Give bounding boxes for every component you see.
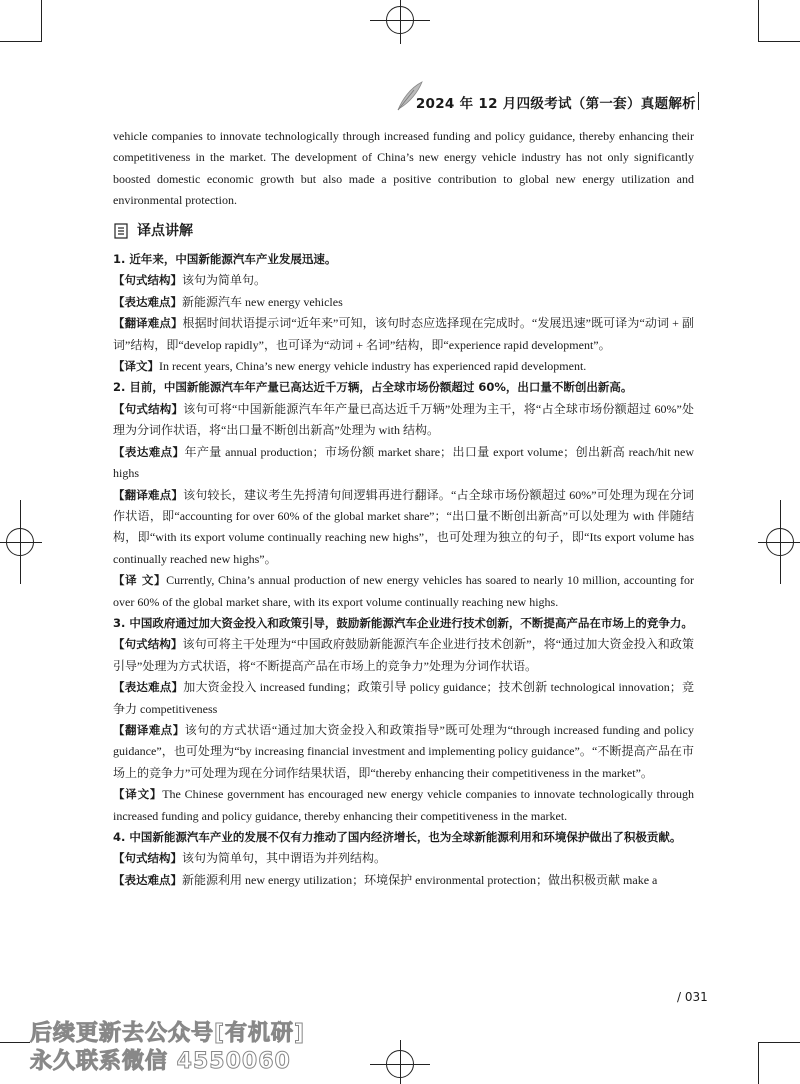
question-1: 1. 近年来，中国新能源汽车产业发展迅速。 <box>113 252 337 267</box>
row-text: 新能源利用 new energy utilization；环境保护 environmental protection；做出积极贡献 make a <box>182 872 658 887</box>
intro-paragraph: vehicle companies to innovate technologically through increased funding and policy guidance, thereby enhancing their competitiveness in the market. The development of China’s new energy vehicle industry has not only significantly boosted domestic economic growth but also made a positive contribution to global new energy utilization and environmental protection. <box>113 129 694 208</box>
item-1-row <box>113 356 694 377</box>
question-3: 3. 中国政府通过加大资金投入和政策引导，鼓励新能源汽车企业进行技术创新，不断提高产品在市场上的竞争力。 <box>113 615 693 630</box>
row-label: 【句式结构】 <box>113 851 182 866</box>
registration-mark <box>758 542 800 543</box>
crop-mark <box>0 1042 30 1043</box>
row-label: 【译文】 <box>113 787 163 802</box>
row-text: 该句为简单句。 <box>182 273 267 288</box>
item-4-row <box>113 848 694 869</box>
section-title: 译点讲解 <box>137 222 193 239</box>
item-3-row <box>113 634 694 677</box>
row-label: 【句式结构】 <box>113 637 183 652</box>
registration-mark <box>370 20 430 21</box>
registration-mark <box>370 1064 430 1065</box>
row-text: 根据时间状语提示词“近年来”可知，该句时态应选择现在完成时。“发展迅速”既可译为“动词 + 副词”结构，即“develop rapidly”，也可译为“动词 + 名词”结构，即“experience rapid development”。 <box>113 316 695 352</box>
row-label: 【表达难点】 <box>113 680 184 695</box>
row-text: 年产量 annual production；市场份额 market share；出口量 export volume；创出新高 reach/hit new highs <box>113 444 695 481</box>
item-1-row <box>113 292 694 313</box>
row-label: 【表达难点】 <box>113 444 185 459</box>
crop-mark <box>758 0 759 42</box>
question-2: 2. 目前，中国新能源汽车年产量已高达近千万辆，占全球市场份额超过 60%，出口量不断创出新高。 <box>113 380 633 395</box>
row-text: 新能源汽车 new energy vehicles <box>182 294 343 309</box>
crop-mark <box>0 41 42 42</box>
page-content <box>113 126 694 891</box>
row-label: 【表达难点】 <box>113 872 182 887</box>
watermark-line-2: 永久联系微信 4550060 <box>30 1049 291 1074</box>
section-heading <box>113 221 694 242</box>
crop-mark <box>758 1042 759 1084</box>
row-label: 【表达难点】 <box>113 294 182 309</box>
item-3-row <box>113 677 694 720</box>
crop-mark <box>758 1042 800 1043</box>
header-divider <box>698 92 699 110</box>
item-4-row <box>113 870 694 891</box>
row-label: 【句式结构】 <box>113 401 184 416</box>
item-2-row <box>113 442 694 485</box>
row-text: 该句可将“中国新能源汽车年产量已高达近千万辆”处理为主干，将“占全球市场份额超过 60%”处理为分词作状语，将“出口量不断创出新高”处理为 with 结构。 <box>113 401 694 438</box>
row-text: 该句为简单句，其中谓语为并列结构。 <box>182 851 387 866</box>
item-1-row <box>113 313 694 356</box>
row-label: 【翻译难点】 <box>113 722 185 737</box>
item-1-row <box>113 270 694 291</box>
item-3-row <box>113 720 694 784</box>
page-header-title: 2024 年 12 月四级考试（第一套）真题解析 <box>415 96 696 112</box>
crop-mark <box>758 41 800 42</box>
row-label: 【句式结构】 <box>113 273 182 288</box>
row-text: 该句可将主干处理为“中国政府鼓励新能源汽车企业进行技术创新”，将“通过加大资金投入和政策引导”处理为方式状语，将“不断提高产品在市场上的竞争力”处理为分词作状语。 <box>113 637 695 673</box>
crop-mark <box>41 0 42 42</box>
notes-icon <box>113 222 131 240</box>
row-text: The Chinese government has encouraged new energy vehicle companies to innovate technologically through increased funding and policy guidance, thereby enhancing their competitiveness in the market. <box>113 787 695 823</box>
row-label: 【翻译难点】 <box>113 487 184 502</box>
row-text: 该句的方式状语“通过加大资金投入和政策指导”既可处理为“through increased funding and policy guidance”，也可处理为“by increasing financial investment and implementing policy guidance”。“不断提高产品在市场上的竞争力”可处理为现在分词作结果状语，即“thereby enhancing their competitiveness in the market”。 <box>113 722 694 780</box>
registration-mark <box>400 1040 401 1084</box>
row-label: 【译文】 <box>113 359 159 374</box>
row-text: 该句较长，建议考生先捋清句间逻辑再进行翻译。“占全球市场份额超过 60%”可处理为现在分词作状语，即“accounting for over 60% of the global market share”；“出口量不断创出新高”可以处理为 with 伴随结构，即“with its export volume continually reaching new highs”，也可处理为独立的句子，即“Its export volume has continually reached new highs”。 <box>113 487 695 566</box>
row-label: 【译 文】 <box>113 573 167 588</box>
item-2-row <box>113 485 694 571</box>
page-number: / 031 <box>677 990 708 1004</box>
item-3-row <box>113 784 694 827</box>
item-2-row <box>113 399 694 442</box>
row-label: 【翻译难点】 <box>113 316 183 331</box>
item-2-row <box>113 570 694 613</box>
question-4: 4. 中国新能源汽车产业的发展不仅有力推动了国内经济增长，也为全球新能源利用和环境保护做出了积极贡献。 <box>113 830 682 844</box>
row-text: In recent years, China’s new energy vehicle industry has experienced rapid development. <box>159 359 587 374</box>
row-text: 加大资金投入 increased funding；政策引导 policy guidance；技术创新 technological innovation；竞争力 competitiveness <box>113 680 694 716</box>
registration-mark <box>400 0 401 44</box>
watermark-line-1: 后续更新去公众号[有机研] <box>30 1021 306 1046</box>
row-text: Currently, China’s annual production of new energy vehicles has soared to nearly 10 million, accounting for over 60% of the global market share, with its export volume continually reaching new highs. <box>113 573 694 609</box>
registration-mark <box>0 542 42 543</box>
